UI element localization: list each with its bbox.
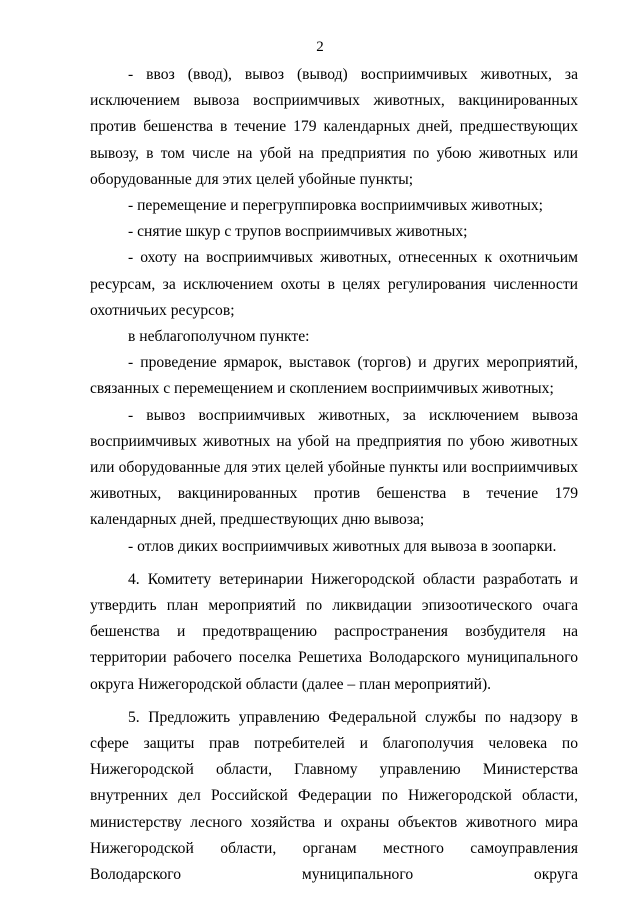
paragraph-unfavorable-point-heading: в неблагополучном пункте: [128, 328, 310, 346]
document-body [90, 62, 578, 888]
paragraph-export-ban: - вывоз восприимчивых животных, за исключением вывоза восприимчивых животных на убой на предприятия по убою животных или оборудованные для этих целей убойные пункты или восприимчивых животных, вакцинированных против бешенства в течение 179 календарных дней, предшествующих дню вывоза; [90, 406, 578, 529]
paragraph-hunting-ban: - охоту на восприимчивых животных, отнесенных к охотничьим ресурсам, за исключением охоты в целях регулирования численности охотничьих ресурсов; [90, 249, 578, 319]
paragraph-fairs-ban: - проведение ярмарок, выставок (торгов) и других мероприятий, связанных с перемещением и скоплением восприимчивых животных; [90, 354, 578, 398]
paragraph-movement-ban: - перемещение и перегруппировка восприимчивых животных; [128, 197, 543, 215]
paragraph-item-5: 5. Предложить управлению Федеральной службы по надзору в сфере защиты прав потребителей и благополучия человека по Нижегородской области, Главному управлению Министерства внутренних дел Российской Федерации по Нижегородской области, министерству лесного хозяйства и охраны объектов животного мира Нижегородской области, органам местного самоуправления Володарского муниципального округа [90, 708, 578, 884]
page-number: 2 [316, 39, 324, 55]
paragraph-item-4: 4. Комитету ветеринарии Нижегородской области разработать и утвердить план мероприятий по ликвидации эпизоотического очага бешенства и предотвращению распространения возбудителя на территории рабочего поселка Решетиха Володарского муниципального округа Нижегородской области (далее – план мероприятий). [90, 570, 578, 693]
paragraph-import-export-ban: - ввоз (ввод), вывоз (вывод) восприимчивых животных, за исключением вывоза восприимчивых животных, вакцинированных против бешенства в течение 179 календарных дней, предшествующих вывозу, в том числе на убой на предприятия по убою животных или оборудованные для этих целей убойные пункты; [90, 66, 578, 188]
paragraph-skinning-ban: - снятие шкур с трупов восприимчивых животных; [128, 223, 468, 241]
paragraph-capture-ban: - отлов диких восприимчивых животных для вывоза в зоопарки. [128, 537, 557, 555]
